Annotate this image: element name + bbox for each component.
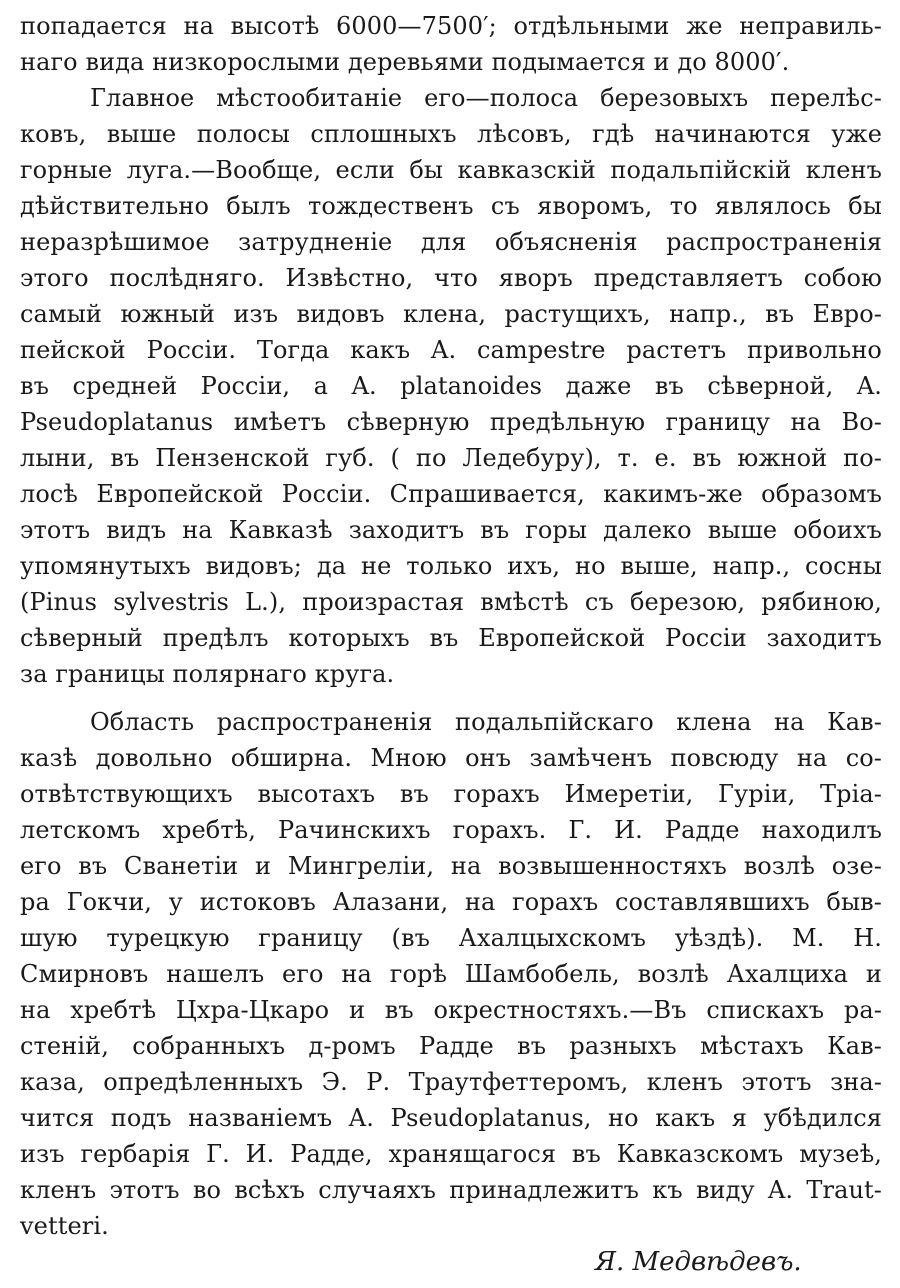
text-line: этотъ видъ на Кавказѣ заходитъ въ горы далеко выше обоихъ	[20, 516, 882, 544]
text-line: шую турецкую границу (въ Ахалцыхскомъ уѣздѣ). М. Н.	[20, 924, 882, 952]
text-line: ковъ, выше полосы сплошныхъ лѣсовъ, гдѣ начинаются уже	[20, 120, 882, 148]
text-line: отвѣтствующихъ высотахъ въ горахъ Имеретіи, Гуріи, Тріа-	[20, 780, 882, 808]
text-line: чится подъ названіемъ A. Pseudoplatanus, но какъ я убѣдился	[20, 1104, 882, 1132]
text-line: попадается на высотѣ 6000—7500′; отдѣльными же неправиль-	[20, 12, 882, 40]
text-line: ра Гокчи, у истоковъ Алазани, на горахъ составлявшихъ быв-	[20, 888, 882, 916]
text-line: (Pinus sylvestris L.), произрастая вмѣстѣ съ березою, рябиною,	[20, 588, 882, 616]
text-line: Главное мѣстообитаніе его—полоса березовыхъ перелѣс-	[90, 84, 882, 112]
text-line: Смирновъ нашелъ его на горѣ Шамбобель, возлѣ Ахалциха и	[20, 960, 882, 988]
text-line: пейской Россіи. Тогда какъ A. campestre растетъ привольно	[20, 336, 882, 364]
author-signature: Я. Медвѣдевъ.	[595, 1247, 802, 1277]
text-line: стеній, собранныхъ д-ромъ Радде въ разныхъ мѣстахъ Кав-	[20, 1032, 882, 1060]
text-line: упомянутыхъ видовъ; да не только ихъ, но выше, напр., сосны	[20, 552, 882, 580]
text-line: Pseudoplatanus имѣетъ сѣверную предѣльную границу на Во-	[20, 408, 882, 436]
text-line: наго вида низкорослыми деревьями подымается и до 8000′.	[20, 48, 790, 76]
text-line: vetteri.	[20, 1212, 109, 1240]
text-line: самый южный изъ видовъ клена, растущихъ, напр., въ Евро-	[20, 300, 882, 328]
text-line: Область распространенія подальпійскаго клена на Кав-	[90, 708, 882, 736]
text-line: изъ гербарія Г. И. Радде, хранящагося въ Кавказскомъ музеѣ,	[20, 1140, 882, 1168]
text-line: казѣ довольно обширна. Мною онъ замѣченъ повсюду на со-	[20, 744, 882, 772]
text-line: сѣверный предѣлъ которыхъ въ Европейской Россіи заходитъ	[20, 624, 882, 652]
text-line: лосѣ Европейской Россіи. Спрашивается, какимъ-же образомъ	[20, 480, 882, 508]
text-line: на хребтѣ Цхра-Цкаро и въ окрестностяхъ.—Въ спискахъ ра-	[20, 996, 882, 1024]
text-line: неразрѣшимое затрудненіе для объясненія распространенія	[20, 228, 882, 256]
text-line: въ средней Россіи, а A. platanoides даже въ сѣверной, A.	[20, 372, 882, 400]
text-line: кленъ этотъ во всѣхъ случаяхъ принадлежитъ къ виду A. Traut-	[20, 1176, 882, 1204]
text-line: его въ Сванетіи и Мингреліи, на возвышенностяхъ возлѣ озе-	[20, 852, 882, 880]
text-line: дѣйствительно былъ тождественъ съ яворомъ, то являлось бы	[20, 192, 882, 220]
text-line: этого послѣдняго. Извѣстно, что яворъ представляетъ собою	[20, 264, 882, 292]
text-line: лыни, въ Пензенской губ. ( по Ледебуру), т. е. въ южной по-	[20, 444, 882, 472]
text-line: за границы полярнаго круга.	[20, 660, 395, 688]
text-line: горные луга.—Вообще, если бы кавказскій подальпійскій кленъ	[20, 156, 882, 184]
text-line: летскомъ хребтѣ, Рачинскихъ горахъ. Г. И. Радде находилъ	[20, 816, 882, 844]
text-line: каза, опредѣленныхъ Э. Р. Траутфеттеромъ, кленъ этотъ зна-	[20, 1068, 882, 1096]
